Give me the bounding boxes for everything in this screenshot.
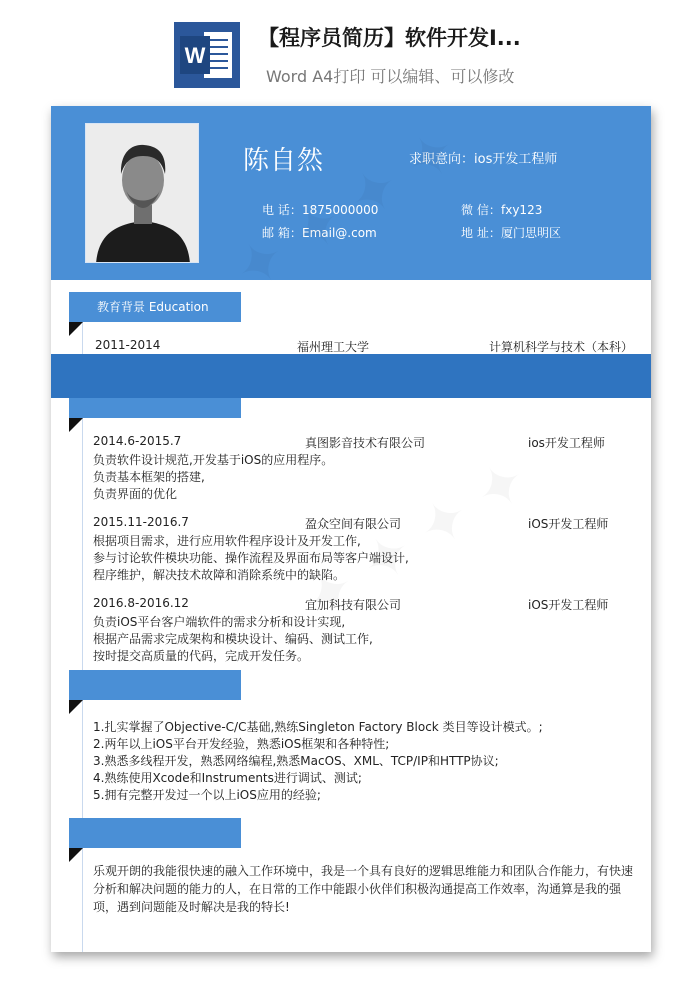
document-title: 【程序员简历】软件开发I... — [258, 26, 521, 50]
wechat-label: 微 信： — [461, 203, 501, 217]
document-header — [0, 0, 700, 100]
education-school: 福州理工大学 — [297, 340, 370, 354]
experience-company: 盈众空间有限公司 — [305, 517, 402, 531]
skills-heading — [69, 670, 241, 700]
skill-item: 1.扎实掌握了Objective-C/C基础,熟练Singleton Factory Block 类目等设计模式。; — [93, 720, 543, 734]
profile-photo — [85, 123, 199, 263]
resume-header — [51, 106, 651, 280]
experience-period: 2014.6-2015.7 — [93, 434, 182, 448]
experience-company: 宜加科技有限公司 — [305, 598, 402, 612]
phone-value: 1875000000 — [302, 203, 379, 217]
email-label: 邮 箱： — [262, 226, 302, 240]
experience-duty: 负责界面的优化 — [93, 487, 178, 501]
phone-label: 电 话： — [262, 203, 302, 217]
education-major: 计算机科学与技术（本科） — [489, 340, 634, 354]
phone-info — [262, 201, 378, 218]
self-eval-heading — [69, 818, 241, 848]
wechat-value: fxy123 — [501, 203, 543, 217]
experience-duty: 按时提交高质量的代码，完成开发任务。 — [93, 649, 310, 663]
experience-duty: 根据项目需求，进行应用软件程序设计及开发工作, — [93, 534, 361, 548]
education-heading-corner — [69, 322, 83, 336]
email-value: Email@.com — [302, 226, 377, 240]
experience-duty: 负责软件设计规范,开发基于iOS的应用程序。 — [93, 453, 334, 467]
experience-period: 2015.11-2016.7 — [93, 515, 189, 529]
wechat-info — [461, 201, 542, 218]
experience-duty: 参与讨论软件模块功能、操作流程及界面布局等客户端设计, — [93, 551, 409, 565]
self-evaluation-text: 乐观开朗的我能很快速的融入工作环境中，我是一个具有良好的逻辑思维能力和团队合作能力，有快速分析和解决问题的能力的人，在日常的工作中能跟小伙伴们积极沟通提高工作效率，沟通算是我的强项，遇到问题能及时解决是我的特长! — [93, 864, 634, 914]
skill-item: 2.两年以上iOS平台开发经验，熟悉iOS框架和各种特性; — [93, 737, 390, 751]
avatar — [86, 124, 199, 263]
job-intent: 求职意向：ios开发工程师 — [409, 152, 558, 167]
address-label: 地 址： — [461, 226, 501, 240]
experience-company: 真图影音技术有限公司 — [305, 436, 426, 450]
experience-role: iOS开发工程师 — [528, 598, 609, 612]
education-period: 2011-2014 — [95, 338, 161, 352]
skill-item: 3.熟悉多线程开发，熟悉网络编程,熟悉MacOS、XML、TCP/IP和HTTP协议; — [93, 754, 499, 768]
word-icon-letter: W — [184, 43, 206, 68]
experience-role: ios开发工程师 — [528, 436, 605, 450]
address-value: 厦门思明区 — [501, 226, 562, 240]
experience-heading — [69, 398, 241, 418]
self-eval-heading-corner — [69, 848, 83, 862]
experience-duty: 根据产品需求完成架构和模块设计、编码、测试工作, — [93, 632, 373, 646]
email-info — [262, 224, 377, 241]
experience-period: 2016.8-2016.12 — [93, 596, 189, 610]
experience-duty: 负责iOS平台客户端软件的需求分析和设计实现, — [93, 615, 346, 629]
experience-role: iOS开发工程师 — [528, 517, 609, 531]
address-info — [461, 224, 561, 241]
skill-item: 4.熟练使用Xcode和Instruments进行调试、测试; — [93, 771, 362, 785]
experience-heading-corner — [69, 418, 83, 432]
experience-duty: 负责基本框架的搭建, — [93, 470, 205, 484]
skills-heading-corner — [69, 700, 83, 714]
section-band — [51, 354, 651, 398]
skill-item: 5.拥有完整开发过一个以上iOS应用的经验; — [93, 788, 321, 802]
experience-duty: 程序维护，解决技术故障和消除系统中的缺陷。 — [93, 568, 346, 582]
candidate-name: 陈自然 — [243, 146, 325, 176]
document-subtitle: Word A4打印 可以编辑、可以修改 — [266, 67, 515, 86]
education-heading: 教育背景 Education — [69, 292, 241, 322]
word-doc-icon — [174, 22, 240, 88]
resume-page — [51, 106, 651, 952]
